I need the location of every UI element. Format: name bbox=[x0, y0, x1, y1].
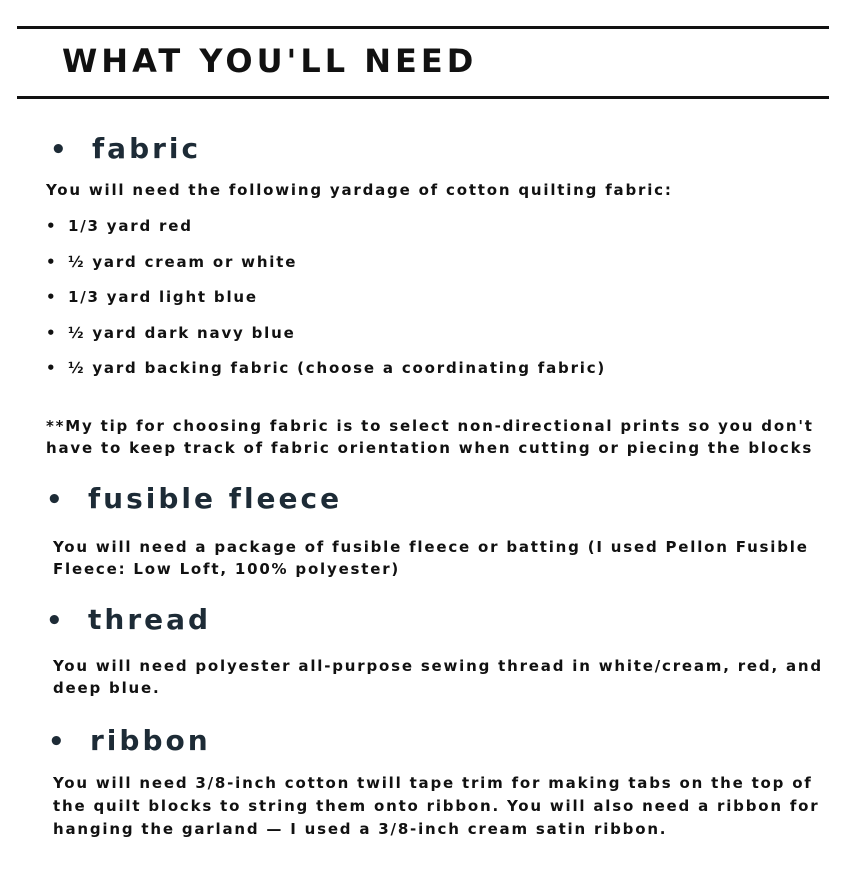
list-item-text: 1/3 yard light blue bbox=[68, 288, 258, 306]
thread-body: You will need polyester all-purpose sewing thread in white/cream, red, and deep blue. bbox=[53, 657, 823, 697]
section-heading-fabric bbox=[50, 131, 201, 168]
top-divider bbox=[17, 26, 829, 29]
list-item-text: 1/3 yard red bbox=[68, 217, 193, 235]
section-heading-text: fusible fleece bbox=[88, 482, 343, 515]
list-item bbox=[46, 286, 606, 322]
fabric-intro: You will need the following yardage of cotton quilting fabric: bbox=[46, 181, 673, 199]
title-divider bbox=[17, 96, 829, 99]
fleece-body: You will need a package of fusible fleece or batting (I used Pellon Fusible Fleece: Low Loft, 100% polyester) bbox=[53, 538, 809, 578]
section-heading-ribbon bbox=[48, 723, 211, 760]
fabric-yardage-list bbox=[46, 215, 606, 393]
bullet-icon: • bbox=[46, 323, 56, 342]
section-heading-text: ribbon bbox=[90, 724, 211, 757]
list-item bbox=[46, 215, 606, 251]
bullet-icon: • bbox=[48, 727, 65, 757]
bullet-icon: • bbox=[46, 485, 63, 515]
section-heading-thread bbox=[46, 602, 211, 639]
bullet-icon: • bbox=[46, 288, 56, 306]
page-title: WHAT YOU'LL NEED bbox=[62, 42, 478, 80]
list-item bbox=[46, 357, 606, 393]
bullet-icon: • bbox=[46, 217, 56, 235]
section-heading-fusible-fleece bbox=[46, 481, 342, 518]
bullet-icon: • bbox=[46, 606, 63, 636]
list-item-text: ½ yard backing fabric (choose a coordinating fabric) bbox=[68, 359, 607, 377]
fabric-tip: **My tip for choosing fabric is to select non-directional prints so you don't have to keep track of fabric orientation when cutting or piecing the blocks bbox=[46, 417, 814, 457]
section-heading-text: fabric bbox=[92, 132, 202, 165]
ribbon-body: You will need 3/8-inch cotton twill tape trim for making tabs on the top of the quilt blocks to string them onto ribbon. You will also need a ribbon for hanging the garland — I used a 3/8-inch cream satin ribbon. bbox=[53, 774, 820, 838]
list-item bbox=[46, 322, 606, 358]
section-heading-text: thread bbox=[88, 603, 212, 636]
bullet-icon: • bbox=[46, 252, 56, 271]
list-item bbox=[46, 251, 606, 287]
list-item-text: ½ yard cream or white bbox=[68, 252, 298, 271]
list-item-text: ½ yard dark navy blue bbox=[68, 323, 296, 342]
bullet-icon: • bbox=[46, 359, 56, 377]
bullet-icon: • bbox=[50, 135, 67, 165]
